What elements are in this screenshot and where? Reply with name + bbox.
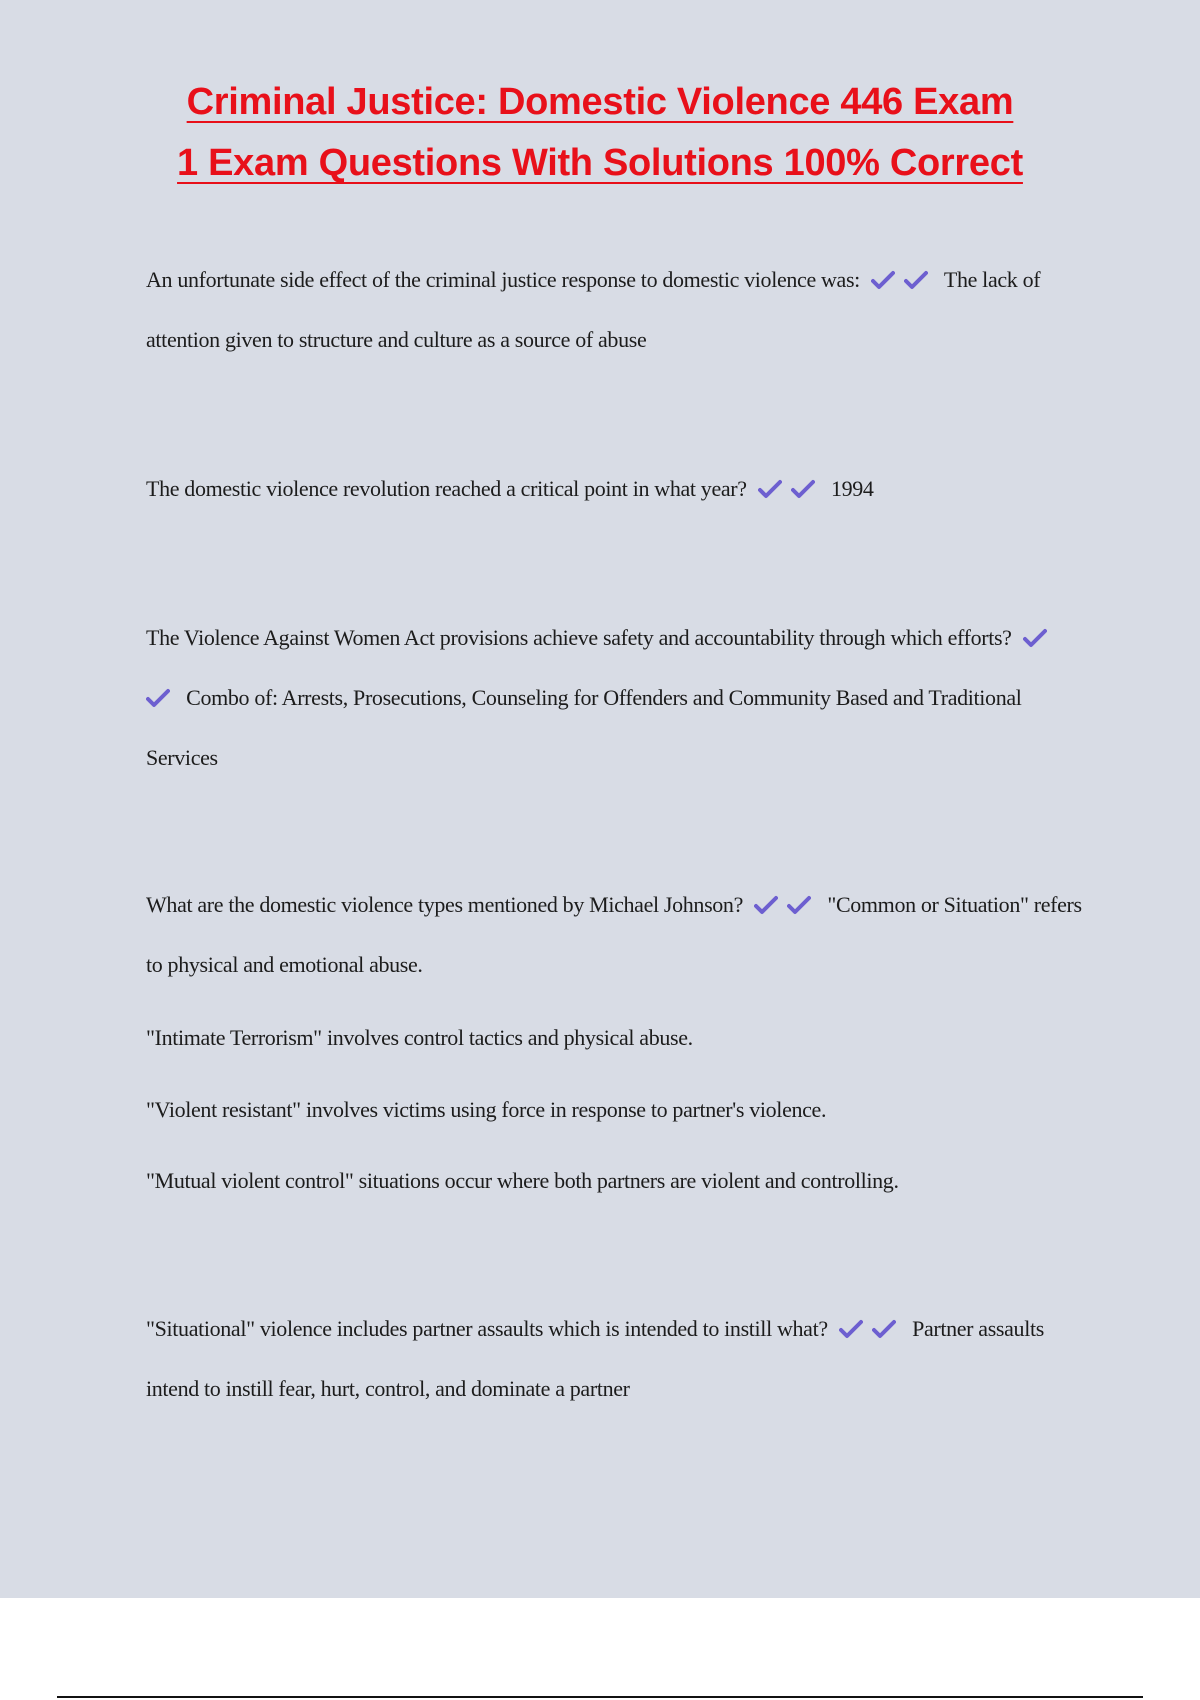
qa-item-4 xyxy=(146,875,1090,995)
question-text: An unfortunate side effect of the criminal justice response to domestic violence was: xyxy=(146,267,860,292)
question-text: The Violence Against Women Act provisions achieve safety and accountability through which efforts? xyxy=(146,625,1012,650)
double-checkmark-icon xyxy=(758,476,824,501)
answer-text: Partner assaults intend to instill fear, hurt, control, and dominate a partner xyxy=(146,1316,1044,1401)
page-divider xyxy=(57,1696,1143,1698)
answer-text: "Common or Situation" refers to physical and emotional abuse. xyxy=(146,892,1082,977)
title-line-2: 1 Exam Questions With Solutions 100% Correct xyxy=(177,142,1023,184)
qa-item-5 xyxy=(146,1299,1090,1419)
qa-item-4-line-2: "Intimate Terrorism" involves control tactics and physical abuse. xyxy=(146,1025,693,1050)
document-title xyxy=(0,72,1200,194)
qa-item-2 xyxy=(146,459,1090,519)
double-checkmark-icon xyxy=(871,267,937,292)
double-checkmark-icon xyxy=(839,1316,905,1341)
title-line-1: Criminal Justice: Domestic Violence 446 Exam xyxy=(186,81,1014,123)
qa-item-4-line-4: "Mutual violent control" situations occur where both partners are violent and controlling. xyxy=(146,1168,899,1193)
double-checkmark-icon xyxy=(754,892,820,917)
answer-text: Combo of: Arrests, Prosecutions, Counseling for Offenders and Community Based and Traditional Services xyxy=(146,685,1022,770)
qa-item-3 xyxy=(146,608,1090,788)
question-text: The domestic violence revolution reached a critical point in what year? xyxy=(146,476,747,501)
answer-text: 1994 xyxy=(830,476,874,501)
answer-text: The lack of attention given to structure and culture as a source of abuse xyxy=(146,267,1041,352)
qa-item-1 xyxy=(146,250,1090,370)
qa-item-4-line-3: "Violent resistant" involves victims using force in response to partner's violence. xyxy=(146,1097,827,1122)
question-text: What are the domestic violence types mentioned by Michael Johnson? xyxy=(146,892,743,917)
question-text: "Situational" violence includes partner assaults which is intended to instill what? xyxy=(146,1316,828,1341)
